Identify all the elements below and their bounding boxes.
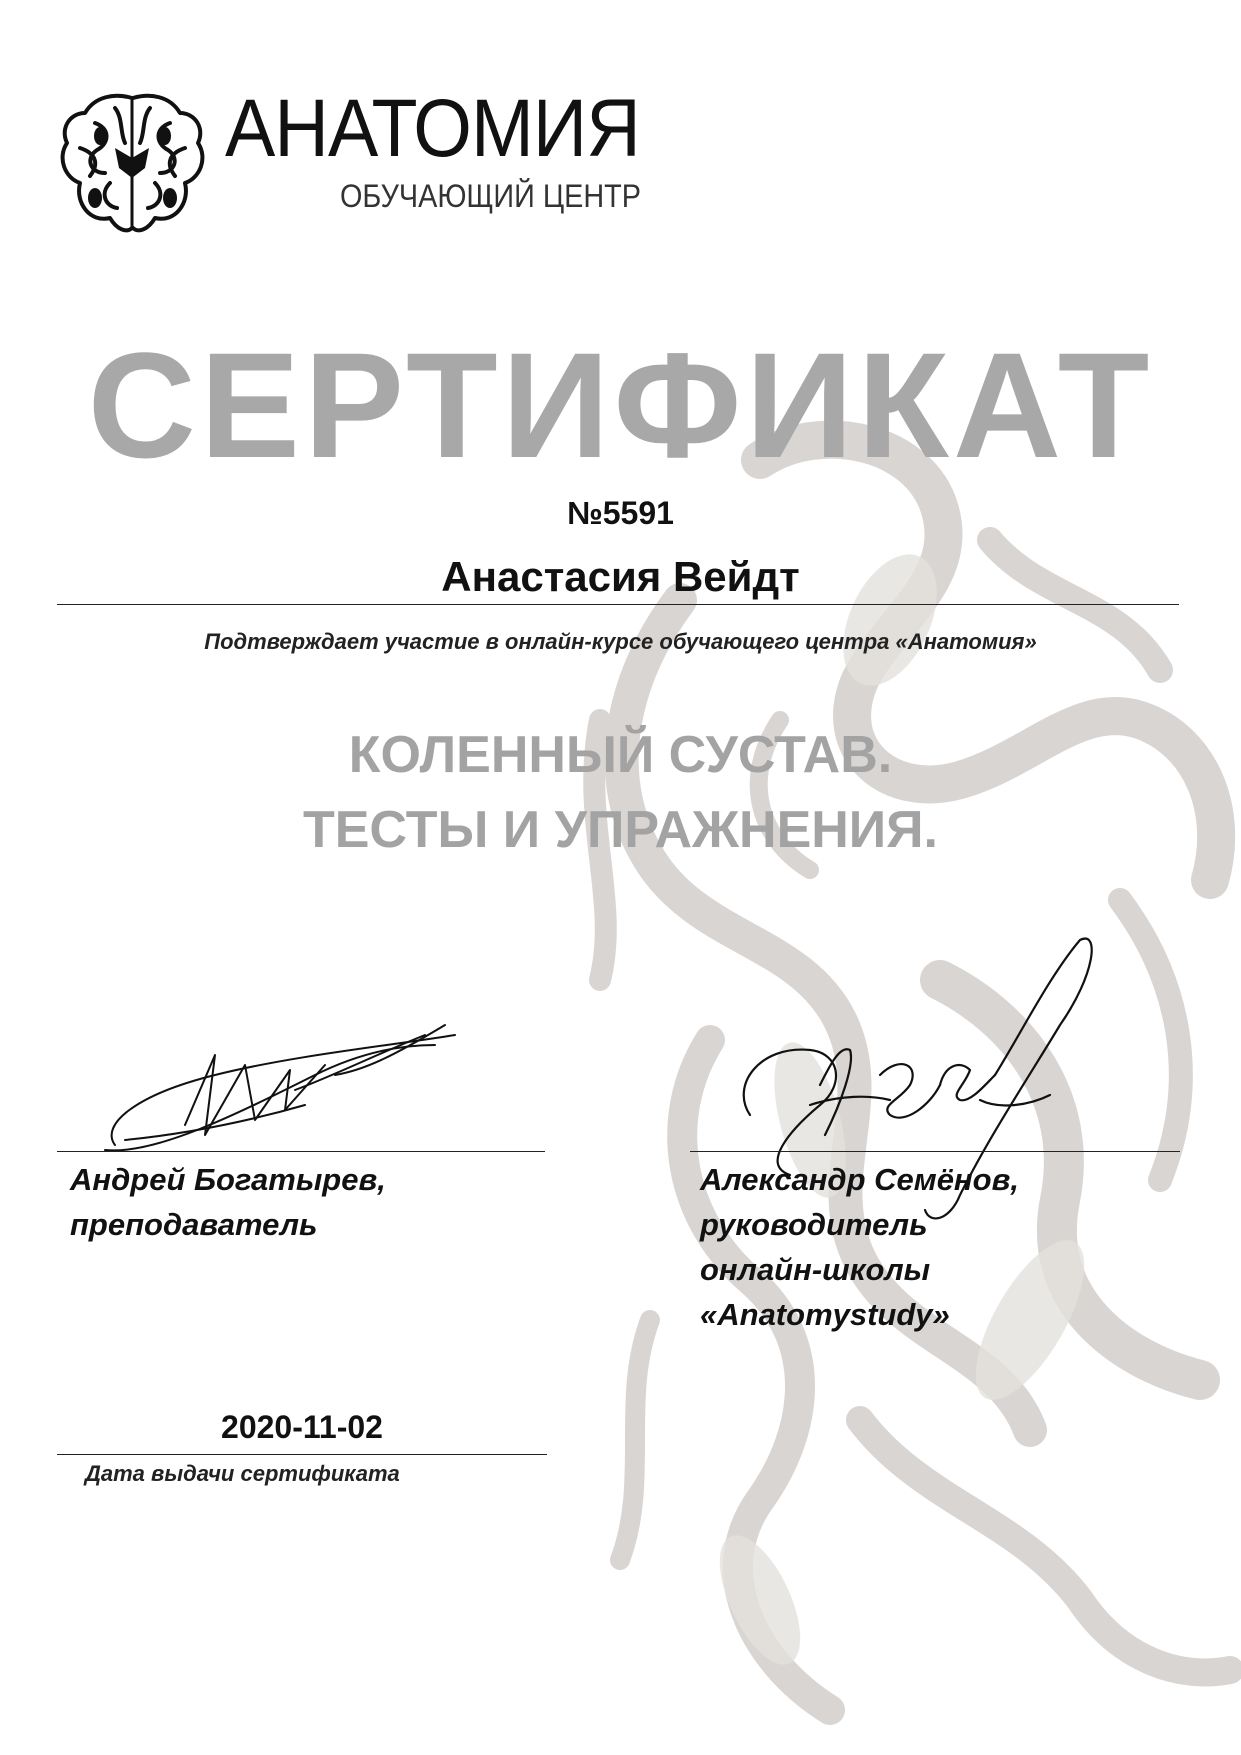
issue-date-line [57, 1454, 547, 1455]
signatory-left-role: преподаватель [70, 1206, 318, 1242]
brain-logo-icon [55, 88, 210, 238]
certificate-number: №5591 [567, 495, 674, 531]
signatory-right [700, 1158, 1019, 1338]
signatory-left [70, 1158, 386, 1248]
signatory-right-role-line-3: «Anatomystudy» [700, 1296, 950, 1332]
brand-subtitle: ОБУЧАЮЩИЙ ЦЕНТР [340, 178, 641, 214]
brand-name: АНАТОМИЯ [225, 83, 640, 174]
certificate-title: СЕРТИФИКАТ [87, 321, 1154, 489]
course-title [0, 718, 1241, 869]
signatory-right-role-line-1: руководитель [700, 1206, 928, 1242]
signatory-right-role-line-2: онлайн-школы [700, 1251, 931, 1287]
course-title-line-1: КОЛЕННЫЙ СУСТАВ. [348, 726, 893, 784]
issue-date-label: Дата выдачи сертификата [85, 1461, 400, 1486]
confirmation-text: Подтверждает участие в онлайн-курсе обучающего центра «Анатомия» [204, 629, 1037, 654]
signature-left-image [95, 1015, 465, 1165]
signatory-left-name: Андрей Богатырев, [70, 1162, 386, 1197]
signature-right-line [690, 1151, 1180, 1152]
signature-left-line [57, 1151, 545, 1152]
signatory-right-name: Александр Семёнов, [700, 1162, 1019, 1197]
issue-date: 2020-11-02 [221, 1409, 383, 1445]
recipient-underline [57, 604, 1179, 605]
recipient-name: Анастасия Вейдт [441, 553, 800, 600]
course-title-line-2: ТЕСТЫ И УПРАЖНЕНИЯ. [302, 801, 939, 860]
